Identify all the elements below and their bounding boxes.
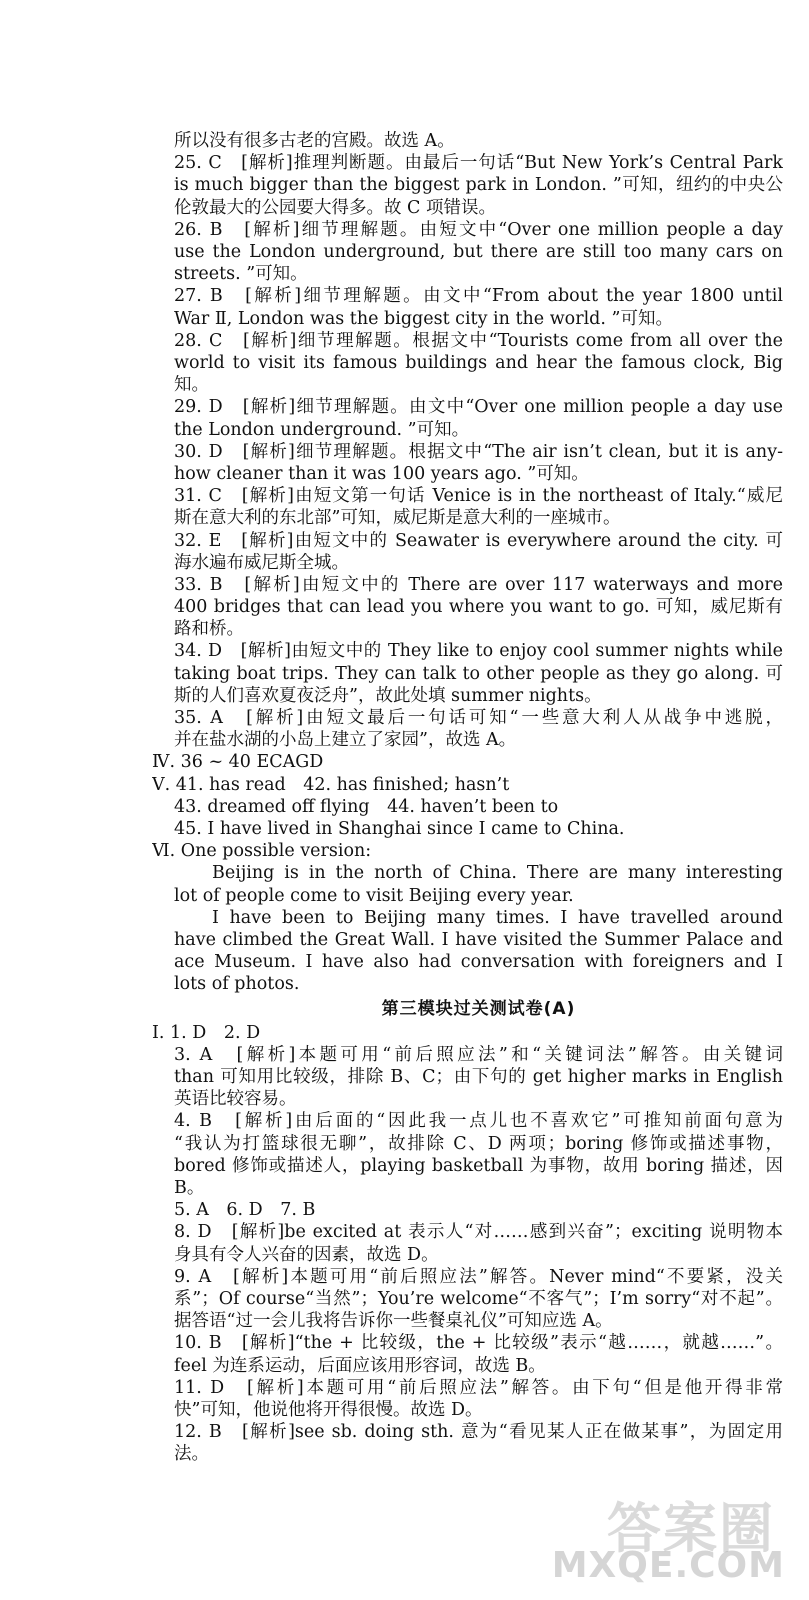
text-line: feel 为连系运动，后面应该用形容词，故选 B。 — [174, 1355, 546, 1376]
text-line: 11. D [解析]本题可用“前后照应法”解答。由下句“但是他开得非常 — [174, 1377, 783, 1398]
text-line: War Ⅱ, London was the biggest city in the world. ”可知。 — [174, 308, 673, 329]
text-line: how cleaner than it was 100 years ago. ”可知。 — [174, 463, 589, 484]
text-line: 系”；Of course“当然”；You’re welcome“不客气”；I’m sorry“对不起”。 — [174, 1288, 783, 1309]
answer-block-1 — [174, 130, 783, 751]
text-line: 3. A [解析]本题可用“前后照应法”和“关键词法”解答。由关键词 — [174, 1044, 783, 1065]
text-line: bored 修饰或描述人，playing basketball 为事物，故用 boring 描述，因 — [174, 1155, 783, 1176]
watermark-title: 答案圈 — [607, 1497, 775, 1560]
text-line: 9. A [解析]本题可用“前后照应法”解答。Never mind“不要紧，没关 — [174, 1266, 783, 1287]
text-line: than 可知用比较级，排除 B、C；由下句的 get higher marks in English — [174, 1067, 783, 1087]
text-line: 400 bridges that can lead you where you want to go. 可知，威尼斯有 — [174, 597, 783, 618]
text-line: 海水遍布威尼斯全城。 — [174, 552, 349, 573]
text-line: is much bigger than the biggest park in London. ”可知，纽约的中央公 — [174, 175, 783, 196]
section-i-label: Ⅰ. 1. D 2. D — [152, 1022, 261, 1043]
text-line: B。 — [174, 1177, 205, 1198]
text-line: 26. B [解析]细节理解题。由短文中“Over one million people a day — [174, 219, 783, 240]
text-line: 34. D [解析]由短文中的 They like to enjoy cool summer nights while — [174, 641, 783, 662]
text-line: 知。 — [174, 375, 209, 396]
section-vi-label: Ⅵ. One possible version: — [152, 841, 372, 862]
text-line: 4. B [解析]由后面的“因此我一点儿也不喜欢它”可推知前面句意为 — [174, 1111, 783, 1132]
section-heading: 第三模块过关测试卷(A) — [381, 998, 576, 1019]
essay-line: Beijing is in the north of China. There are many interesting — [212, 863, 783, 884]
text-line: 10. B [解析]“the + 比较级，the + 比较级”表示“越……，就越……”。 — [174, 1333, 783, 1354]
section-iv: Ⅳ. 36 ~ 40 ECAGD — [152, 752, 324, 773]
text-line: 31. C [解析]由短文第一句话 Venice is in the northeast of Italy.“威尼 — [174, 486, 783, 507]
text-line: 法。 — [174, 1444, 209, 1465]
section-vi — [152, 840, 783, 995]
text-line: 伦敦最大的公园要大得多。故 C 项错误。 — [174, 197, 497, 218]
text-line: 斯在意大利的东北部”可知，威尼斯是意大利的一座城市。 — [174, 508, 621, 529]
essay-line: I have been to Beijing many times. I have travelled around — [212, 907, 783, 928]
text-line: “我认为打篮球很无聊”，故排除 C、D 两项；boring 修饰或描述事物， — [174, 1133, 783, 1154]
text-line: use the London underground, but there are still too many cars on — [174, 241, 783, 262]
text-line: 27. B [解析]细节理解题。由文中“From about the year 1800 until — [174, 286, 783, 307]
answer-block-2 — [152, 1022, 783, 1466]
text-line: 12. B [解析]see sb. doing sth. 意为“看见某人正在做某事”，为固定用 — [174, 1422, 783, 1443]
text-line: 据答语“过一会儿我将告诉你一些餐桌礼仪”可知应选 A。 — [174, 1311, 613, 1332]
text-line: 35. A [解析]由短文最后一句话可知“一些意大利人从战争中逃脱， — [174, 708, 783, 729]
text-line: 英语比较容易。 — [174, 1089, 297, 1110]
text-line: taking boat trips. They can talk to other people as they go along. 可 — [174, 663, 783, 684]
text-line: 33. B [解析]由短文中的 There are over 117 waterways and more — [174, 574, 783, 595]
text-line: the London underground. ”可知。 — [174, 419, 470, 440]
essay-line: have climbed the Great Wall. I have visited the Summer Palace and — [174, 930, 783, 951]
text-line: 45. I have lived in Shanghai since I came to China. — [174, 819, 625, 840]
section-v-label: Ⅴ. 41. has read 42. has finished; hasn’t — [152, 774, 510, 795]
text-line: 并在盐水湖的小岛上建立了家园”，故选 A。 — [174, 730, 517, 751]
text-line: 所以没有很多古老的宫殿。故选 A。 — [174, 131, 455, 151]
essay-line: ace Museum. I have also had conversation with foreigners and I — [174, 952, 783, 973]
text-line: 28. C [解析]细节理解题。根据文中“Tourists come from all over the — [174, 330, 783, 351]
text-line: 29. D [解析]细节理解题。由文中“Over one million people a day use — [174, 397, 783, 418]
watermark-logo — [551, 1486, 785, 1586]
text-line: 8. D [解析]be excited at 表示人“对……感到兴奋”；exciting 说明物本 — [174, 1222, 783, 1243]
section-v — [152, 774, 783, 841]
text-line: 25. C [解析]推理判断题。由最后一句话“But New York’s Central Park — [174, 153, 783, 174]
text-line: 快”可知，他说他将开得很慢。故选 D。 — [174, 1399, 483, 1420]
watermark-url: MXQE.COM — [551, 1545, 785, 1586]
essay-line: lots of photos. — [174, 974, 300, 995]
text-line: 路和桥。 — [174, 619, 244, 640]
text-line: 斯的人们喜欢夏夜泛舟”，故此处填 summer nights。 — [174, 685, 602, 706]
text-line: 身具有令人兴奋的因素，故选 D。 — [174, 1244, 439, 1265]
text-line: 30. D [解析]细节理解题。根据文中“The air isn’t clean, but it is any- — [174, 441, 783, 462]
text-line: 5. A 6. D 7. B — [174, 1200, 316, 1221]
text-line: 43. dreamed off flying 44. haven’t been to — [174, 796, 559, 817]
text-line: streets. ”可知。 — [174, 264, 308, 285]
text-line: world to visit its famous buildings and hear the famous clock, Big — [174, 352, 783, 373]
text-line: 32. E [解析]由短文中的 Seawater is everywhere around the city. 可 — [174, 530, 783, 551]
essay-line: lot of people come to visit Beijing every year. — [174, 885, 574, 906]
